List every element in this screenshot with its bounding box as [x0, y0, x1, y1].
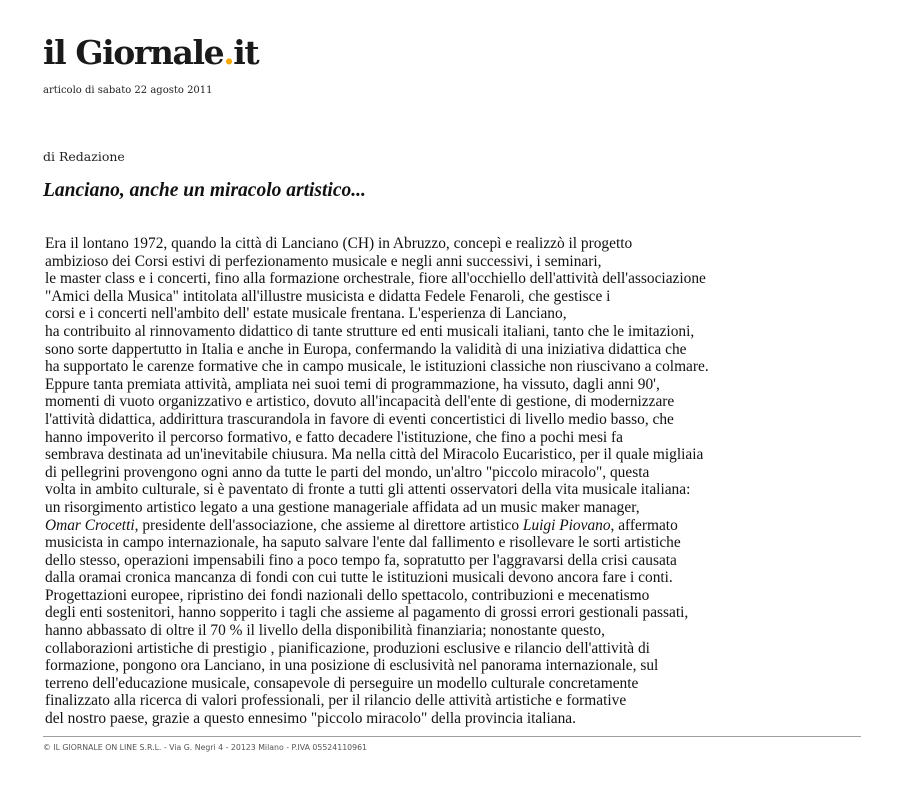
article-title: Lanciano, anche un miracolo artistico... [43, 180, 366, 201]
site-logo[interactable] [43, 33, 259, 72]
person-name-president: Omar Crocetti [45, 516, 135, 534]
body-line: ha supportato le carenze formative che in campo musicale, le istituzioni classiche non riuscivano a colmare. [45, 358, 709, 376]
body-line-names [45, 517, 885, 535]
body-line: Eppure tanta premiata attività, ampliata nei suoi temi di programmazione, ha vissuto, dagli anni 90', [45, 375, 660, 393]
body-line: hanno abbassato di oltre il 70 % il livello della disponibilità finanziaria; nonostante questo, [45, 622, 605, 640]
body-line: sono sorte dappertutto in Italia e anche in Europa, confermando la validità di una iniziativa didattica che [45, 340, 687, 358]
body-line: ambizioso dei Corsi estivi di perfezionamento musicale e negli anni successivi, i seminari, [45, 252, 602, 270]
body-line: degli enti sostenitori, hanno sopperito i tagli che assieme al pagamento di grossi errori gestionali passati, [45, 604, 689, 622]
body-line: le master class e i concerti, fino alla formazione orchestrale, fiore all'occhiello dell'attività dell'associazione [45, 270, 706, 288]
logo-suffix: it [233, 33, 259, 72]
body-line: momenti di vuoto organizzativo e artistico, dovuto all'incapacità dell'ente di gestione, di modernizzare [45, 393, 675, 411]
body-line: terreno dell'educazione musicale, consapevole di perseguire un modello culturale concretamente [45, 674, 639, 692]
body-line-fragment: , affermato [610, 516, 678, 534]
body-line: finalizzato alla ricerca di valori professionali, per il rilancio delle attività artistiche e formative [45, 692, 627, 710]
body-line: musicista in campo internazionale, ha saputo salvare l'ente dal fallimento e risollevare le sorti artistiche [45, 534, 681, 552]
body-line: dalla oramai cronica mancanza di fondi con cui tutte le istituzioni musicali devono ancora fare i conti. [45, 569, 673, 587]
body-line-fragment: , presidente dell'associazione, che assieme al direttore artistico [134, 516, 523, 534]
body-line: hanno impoverito il percorso formativo, e fatto decadere l'istituzione, che fino a pochi mesi fa [45, 428, 624, 446]
article-body [45, 235, 885, 728]
body-line: corsi e i concerti nell'ambito dell' estate musicale frentana. L'esperienza di Lanciano, [45, 305, 567, 323]
body-line: un risorgimento artistico legato a una gestione manageriale affidata ad un music maker manager, [45, 498, 640, 516]
body-line: Era il lontano 1972, quando la città di Lanciano (CH) in Abruzzo, concepì e realizzò il progetto [45, 235, 633, 252]
body-line: formazione, pongono ora Lanciano, in una posizione di esclusività nel panorama internazionale, sul [45, 657, 659, 675]
body-line: collaborazioni artistiche di prestigio , pianificazione, produzioni esclusive e rilancio dell'attività di [45, 639, 650, 657]
body-line: Progettazioni europee, ripristino dei fondi nazionali dello spettacolo, contribuzioni e mecenatismo [45, 586, 650, 604]
logo-text: il Giornale [43, 33, 224, 72]
logo-dot: . [223, 33, 234, 72]
body-line: volta in ambito culturale, si è paventato di fronte a tutti gli attenti osservatori della vita musicale italiana: [45, 481, 691, 499]
article-author: di Redazione [43, 149, 125, 164]
footer-copyright: © IL GIORNALE ON LINE S.R.L. - Via G. Negri 4 - 20123 Milano - P.IVA 05524110961 [43, 743, 367, 752]
footer-divider [43, 736, 861, 737]
body-line: l'attività didattica, addirittura trascurandola in favore di eventi concertistici di livello medio basso, che [45, 410, 674, 428]
body-line: di pellegrini provengono ogni anno da tutte le parti del mondo, un'altro "piccolo miracolo", questa [45, 463, 650, 481]
person-name-director: Luigi Piovano [522, 516, 611, 534]
body-line: del nostro paese, grazie a questo ennesimo "piccolo miracolo" della provincia italiana. [45, 710, 576, 728]
body-line: sembrava destinata ad un'inevitabile chiusura. Ma nella città del Miracolo Eucaristico, per il quale migliaia [45, 446, 704, 464]
body-line: ha contribuito al rinnovamento didattico di tante strutture ed enti musicali italiani, tanto che le imitazioni, [45, 322, 695, 340]
body-line: "Amici della Musica" intitolata all'illustre musicista e didatta Fedele Fenaroli, che gestisce i [45, 287, 611, 305]
body-line: dello stesso, operazioni impensabili fino a poco tempo fa, sopratutto per l'aggravarsi della crisi causata [45, 551, 677, 569]
article-date: articolo di sabato 22 agosto 2011 [43, 85, 213, 96]
